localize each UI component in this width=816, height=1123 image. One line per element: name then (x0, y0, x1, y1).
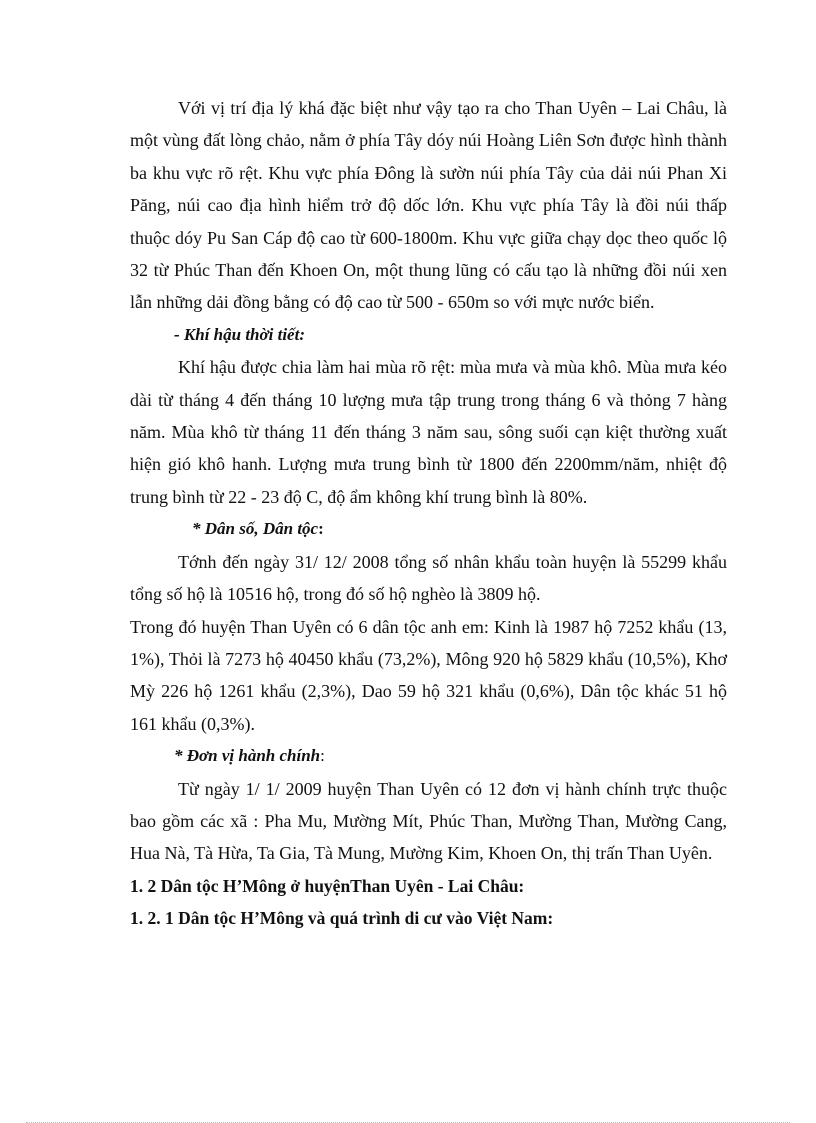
section-heading-1-2-1: 1. 2. 1 Dân tộc H’Mông và quá trình di cư vào Việt Nam: (130, 908, 554, 929)
heading-population (130, 513, 727, 545)
heading-administrative-units (130, 740, 727, 772)
paragraph-administrative-units: Từ ngày 1/ 1/ 2009 huyện Than Uyên có 12 đơn vị hành chính trực thuộc bao gồm các xã : Pha Mu, Mường Mít, Phúc Than, Mường Than, Mường Cang, Hua Nà, Tà Hừa, Ta Gia, Tà Mung, Mường Kim, Khoen On, thị trấn Than Uyên. (130, 778, 727, 864)
paragraph-climate: Khí hậu được chia làm hai mùa rõ rệt: mùa mưa và mùa khô. Mùa mưa kéo dài từ tháng 4 đến tháng 10 lượng mưa tập trung trong tháng 6 và thỏng 7 hàng năm. Mùa khô từ tháng 11 đến tháng 3 năm sau, sông suối cạn kiệt thường xuất hiện gió khô hanh. Lượng mưa trung bình từ 1800 đến 2200mm/năm, nhiệt độ trung bình từ 22 - 23 độ C, độ ẩm không khí trung bình là 80%. (130, 357, 727, 507)
heading-population-colon: : (318, 519, 324, 539)
paragraph-population: Tớnh đến ngày 31/ 12/ 2008 tổng số nhân khẩu toàn huyện là 55299 khẩu tổng số hộ là 10516 hộ, trong đó số hộ nghèo là 3809 hộ. (130, 551, 727, 605)
document-page (130, 92, 727, 935)
section-heading-1-2: 1. 2 Dân tộc H’Mông ở huyệnThan Uyên - Lai Châu: (130, 875, 525, 896)
heading-climate: - Khí hậu thời tiết: (174, 324, 305, 344)
paragraph-ethnic-groups: Trong đó huyện Than Uyên có 6 dân tộc anh em: Kinh là 1987 hộ 7252 khẩu (13, 1%), Thỏi là 7273 hộ 40450 khẩu (73,2%), Mông 920 hộ 5829 khẩu (10,5%), Khơ Mỳ 226 hộ 1261 khẩu (2,3%), Dao 59 hộ 321 khẩu (0,6%), Dân tộc khác 51 hộ 161 khẩu (0,3%). (130, 616, 727, 734)
heading-population-text: * Dân số, Dân tộc (192, 519, 319, 539)
heading-admin-colon: : (320, 746, 325, 766)
heading-admin-text: * Đơn vị hành chính (174, 746, 321, 766)
paragraph-location: Với vị trí địa lý khá đặc biệt như vậy tạo ra cho Than Uyên – Lai Châu, là một vùng đất lòng chảo, nằm ở phía Tây dóy núi Hoàng Liên Sơn được hình thành ba khu vực rõ rệt. Khu vực phía Đông là sườn núi phía Tây của dải núi Phan Xi Păng, núi cao địa hình hiểm trở độ dốc lớn. Khu vực phía Tây là đồi núi thấp thuộc dóy Pu San Cáp độ cao từ 600-1800m. Khu vực giữa chạy dọc theo quốc lộ 32 từ Phúc Than đến Khoen On, một thung lũng có cấu tạo là những đồi núi xen lẫn những dải đồng bằng có độ cao từ 500 - 650m so với mực nước biển. (130, 98, 727, 313)
